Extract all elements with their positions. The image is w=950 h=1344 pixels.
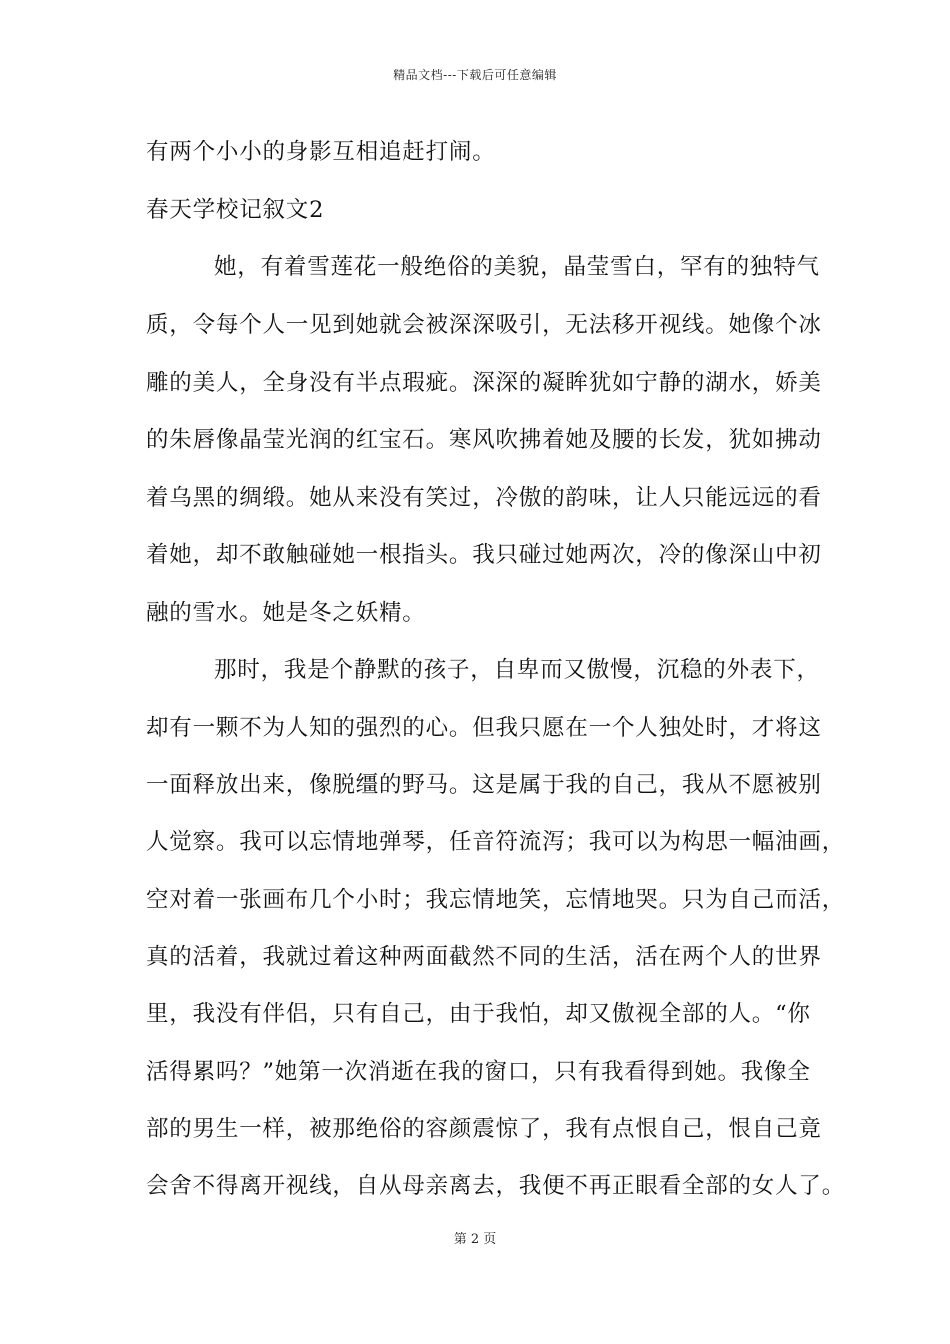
page-header: 精品文档---下载后可任意编辑 xyxy=(393,68,557,82)
text-line: 活得累吗？”她第一次消逝在我的窗口，只有我看得到她。我像全 xyxy=(146,1059,811,1085)
text-line: 雕的美人，全身没有半点瑕疵。深深的凝眸犹如宁静的湖水，娇美 xyxy=(146,370,822,396)
page-number: 第 2 页 xyxy=(453,1232,497,1247)
section-title: 春天学校记叙文2 xyxy=(146,197,325,223)
text-line: 一面释放出来，像脱缰的野马。这是属于我的自己，我从不愿被别 xyxy=(146,772,822,798)
text-line: 着她，却不敢触碰她一根指头。我只碰过她两次，冷的像深山中初 xyxy=(146,542,822,568)
text-line: 那时，我是个静默的孩子，自卑而又傲慢，沉稳的外表下， xyxy=(214,657,820,683)
text-line: 着乌黑的绸缎。她从来没有笑过，冷傲的韵味，让人只能远远的看 xyxy=(146,485,822,511)
text-line: 她，有着雪莲花一般绝俗的美貌，晶莹雪白，罕有的独特气 xyxy=(214,254,820,280)
text-line: 融的雪水。她是冬之妖精。 xyxy=(146,600,426,626)
text-line: 却有一颗不为人知的强烈的心。但我只愿在一个人独处时，才将这 xyxy=(146,715,822,741)
text-line: 的朱唇像晶莹光润的红宝石。寒风吹拂着她及腰的长发，犹如拂动 xyxy=(146,427,822,453)
text-line: 质，令每个人一见到她就会被深深吸引，无法移开视线。她像个冰 xyxy=(146,312,822,338)
text-line: 空对着一张画布几个小时；我忘情地笑，忘情地哭。只为自己而活， xyxy=(146,887,846,913)
text-line: 里，我没有伴侣，只有自己，由于我怕，却又傲视全部的人。“你 xyxy=(146,1001,811,1027)
text-line: 会舍不得离开视线，自从母亲离去，我便不再正眼看全部的女人了。 xyxy=(146,1173,846,1199)
text-line: 人觉察。我可以忘情地弹琴，任音符流泻；我可以为构思一幅油画， xyxy=(146,829,846,855)
text-line: 部的男生一样，被那绝俗的容颜震惊了，我有点恨自己，恨自己竟 xyxy=(146,1116,822,1142)
text-line: 真的活着，我就过着这种两面截然不同的生活，活在两个人的世界 xyxy=(146,944,822,970)
text-line: 有两个小小的身影互相追赶打闹。 xyxy=(146,139,496,165)
